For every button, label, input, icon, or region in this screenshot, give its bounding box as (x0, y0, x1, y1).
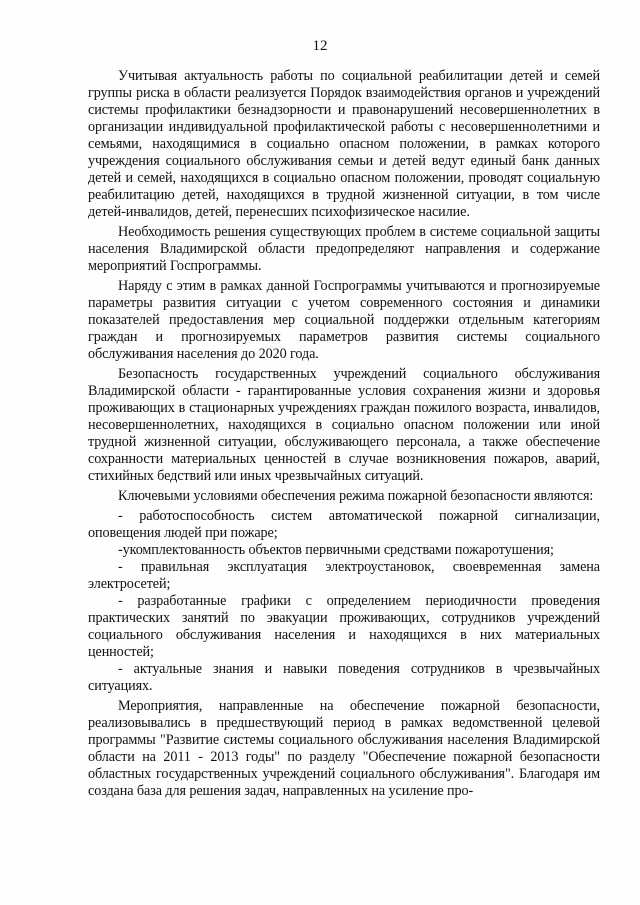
paragraph-key-conditions: Ключевыми условиями обеспечения режима пожарной безопасности являются: (118, 488, 594, 504)
paragraph-forecast: Наряду с этим в рамках данной Госпрограммы учитываются и прогнозируемые параметры развития ситуации с учетом современного состояния и динамики показателей предоставления мер социальной поддержки отдельным категориям граждан и прогнозируемых параметров развития системы социального обслуживания населения до 2020 года. (88, 278, 600, 362)
list-item-staff-skills: - актуальные знания и навыки поведения сотрудников в чрезвычайных ситуациях. (88, 661, 600, 694)
list-item-electrical: - правильная эксплуатация электроустановок, своевременная замена электросетей; (88, 559, 600, 592)
paragraph-rehabilitation: Учитывая актуальность работы по социальной реабилитации детей и семей группы риска в области реализуется Порядок взаимодействия органов и учреждений системы профилактики безнадзорности и правонарушений несовершеннолетних в организации индивидуальной профилактической работы с несовершеннолетними и семьями, находящимися в социально опасном положении, в рамках которого учреждения социального обслуживания семьи и детей ведут единый банк данных детей и семей, находящихся в социально опасном положении, проводят социальную реабилитацию детей, находящихся в трудной жизненной ситуации, в том числе детей-инвалидов, детей, перенесших психофизическое насилие. (88, 68, 600, 220)
paragraph-measures: Мероприятия, направленные на обеспечение пожарной безопасности, реализовывались в предшествующий период в рамках ведомственной целевой программы "Развитие системы социального обслуживания населения Владимирской области на 2011 - 2013 годы" по разделу "Обеспечение пожарной безопасности областных государственных учреждений социального обслуживания". Благодаря им создана база для решения задач, направленных на усиление про- (88, 698, 600, 799)
list-item-alarm-systems: - работоспособность систем автоматической пожарной сигнализации, оповещения людей при пожаре; (88, 508, 600, 541)
page-number: 12 (312, 38, 328, 54)
paragraph-necessity: Необходимость решения существующих проблем в системе социальной защиты населения Владимирской области предопределяют направления и содержание мероприятий Госпрограммы. (88, 224, 600, 274)
document-body (88, 68, 600, 800)
list-item-extinguishers: -укомплектованность объектов первичными средствами пожаротушения; (118, 542, 554, 558)
list-item-evacuation-drills: - разработанные графики с определением периодичности проведения практических занятий по эвакуации проживающих, сотрудников учреждений социального обслуживания населения и находящихся в них материальных ценностей; (88, 593, 600, 660)
paragraph-safety: Безопасность государственных учреждений социального обслуживания Владимирской области - гарантированные условия сохранения жизни и здоровья проживающих в стационарных учреждениях граждан пожилого возраста, инвалидов, несовершеннолетних, находящихся в социально опасном положении или иной трудной жизненной ситуации, обслуживающего персонала, а также обеспечение сохранности материальных ценностей в случае возникновения пожаров, аварий, стихийных бедствий или иных чрезвычайных ситуаций. (88, 366, 600, 484)
